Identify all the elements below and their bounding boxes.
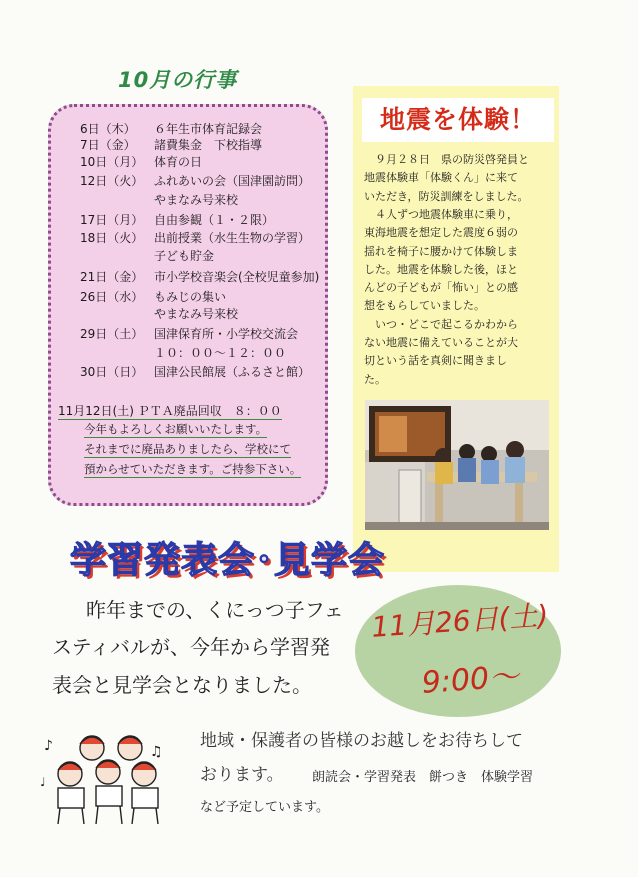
event-row [80, 289, 330, 305]
event-date: 29日（土） [80, 327, 144, 341]
earthquake-title: 地震を体験！ [362, 98, 554, 142]
event-row [80, 230, 330, 246]
events-title: 10月の行事 [118, 68, 238, 92]
presentation-line: スティバルが、今年から学習発 [52, 635, 330, 659]
event-row [80, 345, 330, 361]
earthquake-report-line: 揺れを椅子に腰かけて体験しま [364, 244, 518, 258]
event-row [80, 248, 330, 264]
event-text: ふれあいの会（国津園訪問） [154, 174, 311, 188]
event-text: 子ども貯金 [154, 249, 215, 263]
invitation-line: おります。 [200, 765, 284, 785]
event-text: 諸費集金 下校指導 [154, 138, 263, 152]
presentation-line: 昨年までの、くにっつ子フェ [86, 598, 344, 622]
event-row [80, 137, 330, 153]
earthquake-report-line: した。地震を体験した後，ほと [364, 262, 518, 276]
earthquake-report-line: ９月２８日 県の防災啓発員と [364, 153, 529, 166]
event-text: もみじの集い [154, 290, 227, 304]
earthquake-report-line: ４人ずつ地震体験車に乗り， [364, 207, 518, 221]
event-text: やまなみ号来校 [154, 193, 239, 207]
event-date: 12日（火） [80, 174, 144, 188]
event-row [80, 306, 330, 322]
event-row [80, 212, 330, 228]
event-date: 17日（月） [80, 213, 144, 227]
event-date: 6日（木） [80, 122, 136, 136]
event-time: 9:00～ [420, 659, 521, 701]
program-line: 朗読会・学習発表 餅つき 体験学習 [312, 770, 534, 785]
invitation-line: など予定しています。 [200, 800, 329, 815]
event-row [80, 192, 330, 208]
notice-line: 預からせていただきます。ご持参下さい。 [84, 462, 302, 476]
earthquake-report-line: 地震体験車「体験くん」に来て [364, 171, 518, 185]
event-row [80, 326, 330, 342]
event-date: 26日（水） [80, 290, 144, 304]
event-date: 21日（金） [80, 270, 144, 284]
earthquake-report-line: ない地震に備えていることが大 [364, 336, 518, 349]
earthquake-report-line: いつ・どこで起こるかわから [364, 317, 518, 331]
event-date: 10日（月） [80, 155, 144, 169]
event-text: ６年生市体育記録会 [154, 122, 263, 136]
event-date: 11月26日(土) [370, 598, 550, 644]
svg-text:♪: ♪ [44, 738, 53, 754]
event-text: 国津公民館展（ふるさと館） [154, 365, 311, 379]
notice-line: それまでに廃品ありましたら、学校にて [84, 442, 291, 456]
earthquake-report-line: た。 [364, 372, 386, 386]
event-text: 国津保育所・小学校交流会 [154, 327, 299, 341]
event-date: 18日（火） [80, 231, 144, 245]
notice-line: 今年もよろしくお願いいたします。 [84, 422, 268, 436]
earthquake-report-line: んどの子どもが「怖い」との感 [364, 281, 518, 295]
event-date: 7日（金） [80, 138, 136, 152]
notice-line: 11月12日(土) ＰＴＡ廃品回収 ８：００ [58, 404, 282, 418]
event-text: １０：００～１２：００ [154, 346, 287, 360]
svg-text:♩: ♩ [40, 775, 46, 789]
event-text: 自由参観（１・２限） [154, 213, 275, 227]
earthquake-photo [365, 400, 549, 530]
event-row [80, 364, 330, 380]
svg-text:♫: ♫ [150, 744, 163, 760]
presentation-title: 学習発表会･見学会 [70, 540, 386, 581]
event-row [80, 154, 330, 170]
singing-children-illustration [38, 728, 168, 828]
event-row [80, 121, 330, 137]
earthquake-report-line: 東海地震を想定した震度６弱の [364, 226, 518, 240]
event-text: 体育の日 [154, 155, 203, 169]
presentation-line: 表会と見学会となりました。 [52, 673, 312, 697]
event-text: やまなみ号来校 [154, 307, 239, 321]
event-text: 市小学校音楽会(全校児童参加) [154, 270, 320, 284]
invitation-line: 地域・保護者の皆様のお越しをお待ちして [200, 731, 523, 751]
event-date: 30日（日） [80, 365, 144, 379]
earthquake-report-line: いただき，防災訓練をしました。 [364, 189, 529, 203]
event-row [80, 269, 330, 285]
event-text: 出前授業（水生生物の学習） [154, 231, 311, 245]
earthquake-report-line: 切という話を真剣に聞きまし [364, 354, 507, 368]
event-row [80, 173, 330, 189]
earthquake-report-line: 想をもらしていました。 [364, 299, 485, 313]
